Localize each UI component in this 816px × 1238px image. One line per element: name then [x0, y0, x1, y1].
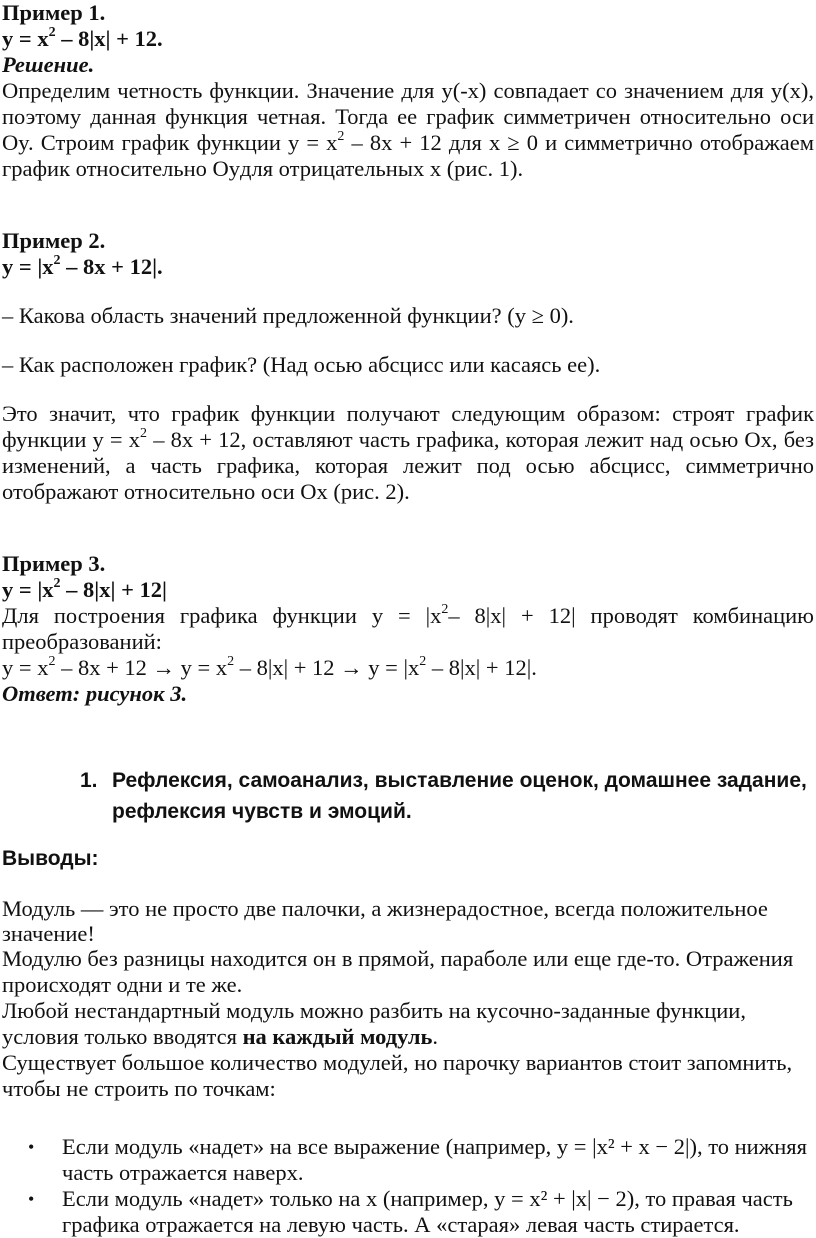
formula-part: – 8x + 12|.	[60, 254, 163, 279]
section-title	[112, 765, 807, 827]
text-exponent: 2	[337, 128, 345, 144]
spacer	[2, 182, 814, 228]
example-1-text	[2, 78, 814, 182]
formula-part: – 8|x| + 12.	[55, 26, 163, 51]
spacer	[2, 707, 814, 765]
spacer	[2, 872, 814, 896]
bullet-list	[2, 1134, 814, 1238]
formula-part: y = |x	[2, 254, 54, 279]
text-exponent: 2	[140, 425, 148, 441]
example-3-text	[2, 603, 814, 655]
example-2-text	[2, 401, 814, 505]
text-part: .	[432, 1024, 438, 1049]
conclusion-paragraph-4: Существует большое количество модулей, но парочку вариантов стоит запомнить, чтобы не строить по точкам:	[2, 1050, 793, 1101]
formula-part: y = x	[2, 26, 49, 51]
text-part: Это значит, что график функции получают следующим образом: строят график функции y = x	[2, 401, 814, 452]
formula-part: y = |x	[2, 577, 54, 602]
chain-exponent: 2	[419, 653, 427, 669]
conclusions-heading: Выводы:	[2, 847, 99, 870]
list-item	[2, 1134, 814, 1186]
formula-exponent: 2	[48, 24, 56, 40]
spacer	[2, 378, 814, 401]
example-2-heading: Пример 2.	[2, 228, 106, 253]
conclusion-paragraph-3	[2, 998, 814, 1050]
section-heading	[2, 765, 814, 827]
example-3-formula	[2, 577, 814, 603]
example-2-question-2: – Как расположен график? (Над осью абсцисс или касаясь ее).	[2, 352, 601, 377]
spacer	[2, 827, 814, 846]
bullet-icon: •	[28, 1137, 35, 1157]
section-number: 1.	[80, 769, 98, 792]
chain-part: – 8x + 12 → y = x	[55, 655, 228, 680]
text-part: – 8x + 12, оставляют часть графика, которая лежит над осью Ox, без изменений, а часть графика, которая лежит под осью абсцисс, симметрично отображают относительно оси Ox (рис. 2).	[2, 427, 814, 504]
text-part: – 8|x| + 12| проводят комбинацию преобразований:	[2, 603, 814, 654]
example-3-heading: Пример 3.	[2, 551, 106, 576]
bullet-icon: •	[28, 1189, 35, 1209]
transformation-chain	[2, 655, 814, 681]
formula-exponent: 2	[53, 575, 61, 591]
solution-label: Решение.	[2, 52, 95, 77]
chain-part: – 8|x| + 12|.	[426, 655, 537, 680]
spacer	[2, 280, 814, 303]
example-1-heading: Пример 1.	[2, 0, 106, 25]
section-title-line: Рефлексия, самоанализ, выставление оценок, домашнее задание,	[112, 769, 807, 792]
text-part: Для построения графика функции y = |x	[2, 603, 442, 628]
text-part: – 8x + 12 для x ≥ 0 и симметрично отображаем график относительно Oyдля отрицательных x (рис. 1).	[2, 130, 814, 181]
text-part: Определим четность функции. Значение для y(-x) совпадает со значением для y(x), поэтому данная функция четная. Тогда ее график симметричен относительно оси Oy. Строим график функции y = x	[2, 78, 814, 155]
chain-part: – 8|x| + 12 → y = |x	[234, 655, 420, 680]
text-part: Любой нестандартный модуль можно разбить на кусочно-заданные функции, условия только вводятся	[2, 998, 746, 1049]
text-exponent: 2	[441, 601, 449, 617]
conclusion-paragraph-2: Модулю без разницы находится он в прямой, параболе или еще где-то. Отражения происходят одни и те же.	[2, 946, 794, 997]
chain-exponent: 2	[48, 653, 56, 669]
list-item-text: Если модуль «надет» на все выражение (например, y = |x² + x − 2|), то нижняя часть отражается наверх.	[62, 1134, 808, 1185]
spacer	[2, 329, 814, 352]
answer-label: Ответ: рисунок 3.	[2, 681, 188, 706]
formula-part: – 8|x| + 12|	[60, 577, 167, 602]
chain-exponent: 2	[227, 653, 235, 669]
section-title-line: рефлексия чувств и эмоций.	[112, 800, 412, 823]
text-emphasis: на каждый модуль	[242, 1024, 433, 1049]
list-item	[2, 1186, 814, 1238]
formula-exponent: 2	[53, 252, 61, 268]
chain-part: y = x	[2, 655, 49, 680]
conclusion-paragraph-1: Модуль — это не просто две палочки, а жизнерадостное, всегда положительное значение!	[2, 896, 768, 946]
example-1-formula	[2, 26, 814, 52]
spacer	[2, 505, 814, 551]
section-heading-item	[2, 765, 814, 827]
example-2-question-1: – Какова область значений предложенной функции? (y ≥ 0).	[2, 303, 574, 328]
example-2-formula	[2, 254, 814, 280]
spacer	[2, 1102, 814, 1134]
list-item-text: Если модуль «надет» только на x (например, y = x² + |x| − 2), то правая часть графика отражается на левую часть. А «старая» левая часть стирается.	[62, 1186, 793, 1237]
